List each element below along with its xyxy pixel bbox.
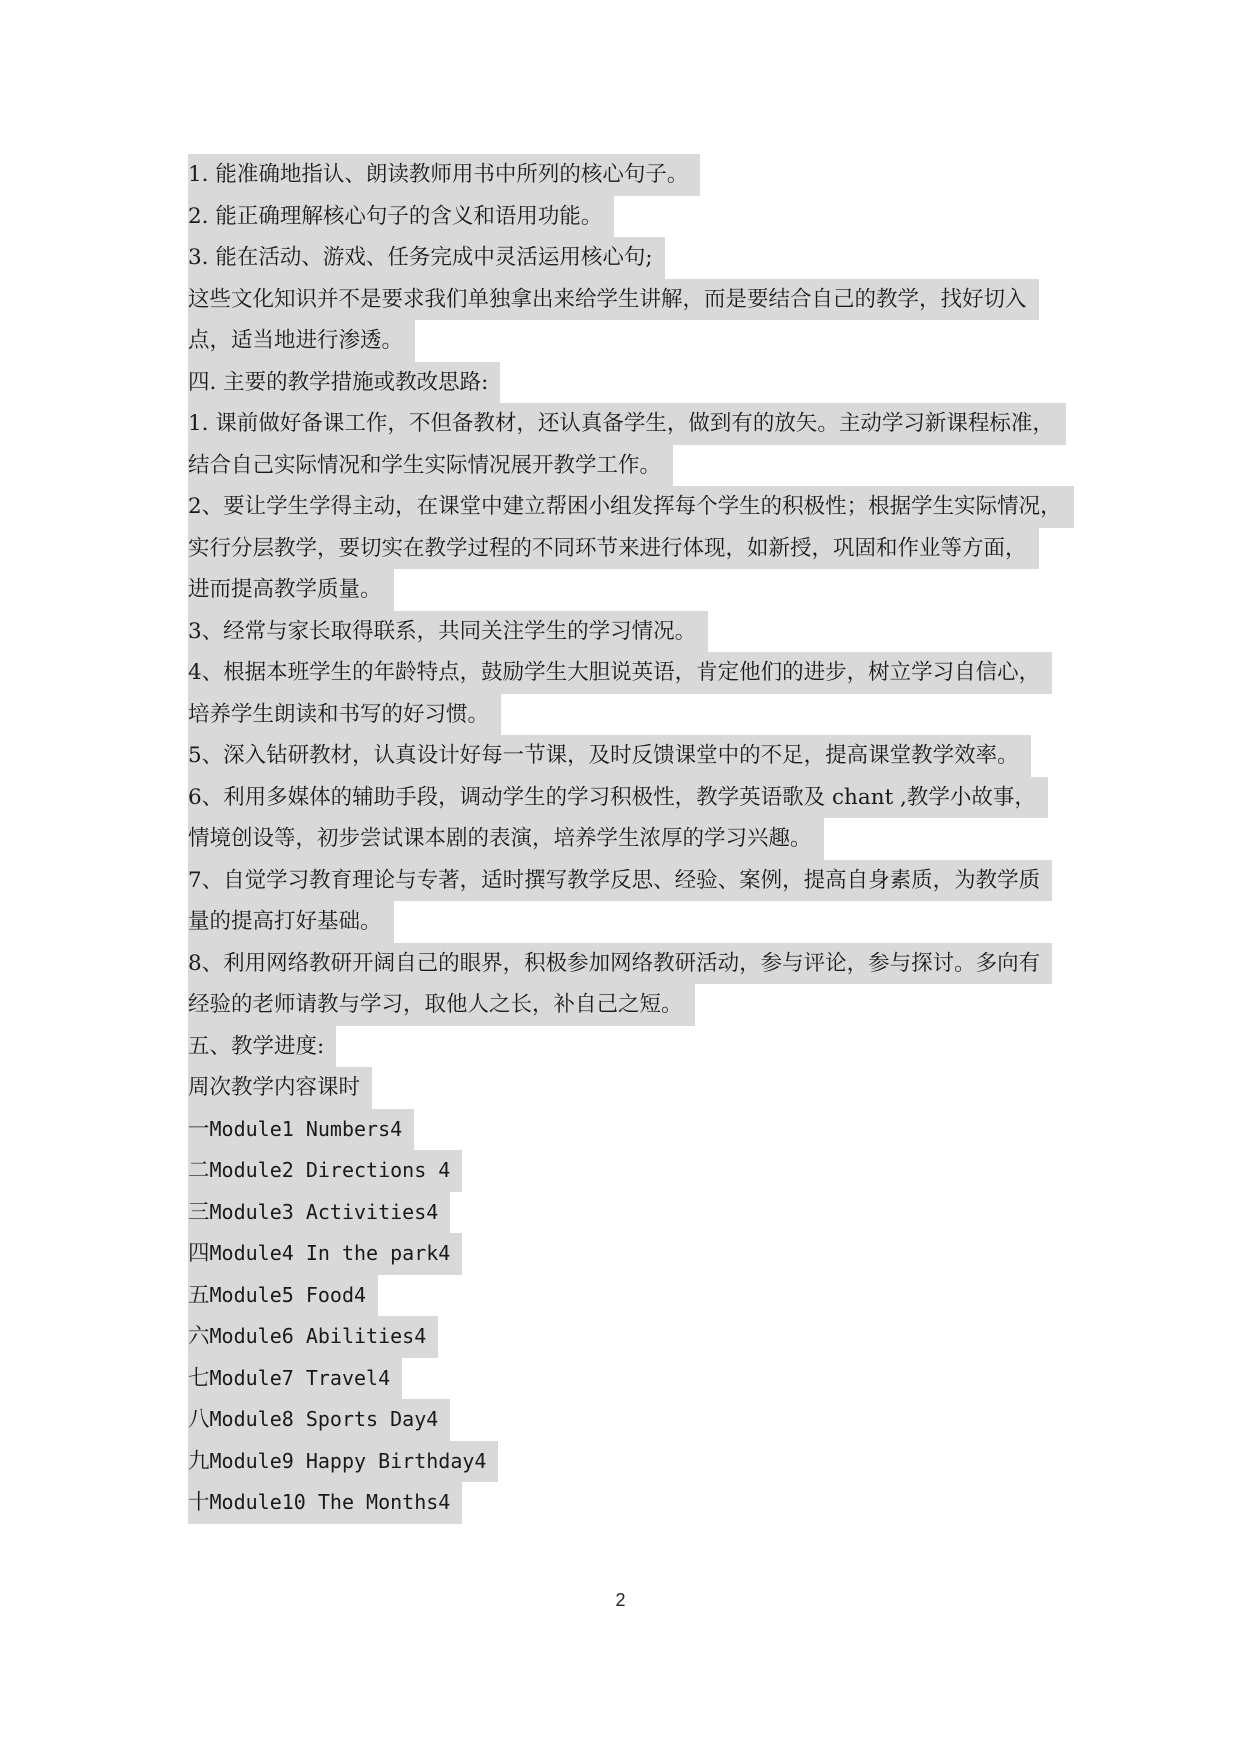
schedule-module: Module7 Travel4 [209,1365,391,1390]
line-text: 1. 能准确地指认、朗读教师用书中所列的核心句子。 [188,154,700,196]
schedule-module: Module4 In the park4 [209,1241,451,1265]
line-text: 经验的老师请教与学习，取他人之长，补自己之短。 [188,984,695,1026]
text-line [188,569,1088,611]
schedule-row-text [188,1192,450,1234]
line-text: 这些文化知识并不是要求我们单独拿出来给学生讲解，而是要结合自己的教学，找好切入 [188,279,1039,321]
text-line [188,735,1088,777]
line-text: 6、利用多媒体的辅助手段，调动学生的学习积极性，教学英语歌及 chant ,教学小故事， [188,777,1048,819]
text-line [188,694,1088,736]
heading-text: 五、教学进度: [188,1026,336,1068]
schedule-week: 五 [188,1282,210,1308]
schedule-week: 六 [188,1324,210,1349]
schedule-week: 二 [188,1158,210,1183]
schedule-week: 一 [188,1116,210,1142]
line-text: 4、根据本班学生的年龄特点，鼓励学生大胆说英语，肯定他们的进步，树立学习自信心， [188,652,1052,694]
schedule-header [188,1067,1088,1109]
line-text: 情境创设等，初步尝试课本剧的表演，培养学生浓厚的学习兴趣。 [188,818,824,860]
line-text: 8、利用网络教研开阔自己的眼界，积极参加网络教研活动，参与评论，参与探讨。多向有 [188,943,1052,985]
schedule-row-text [188,1358,402,1400]
schedule-row-text [188,1233,462,1275]
line-text: 7、自觉学习教育理论与专著，适时撰写教学反思、经验、案例，提高自身素质，为教学质 [188,860,1052,902]
schedule-module: Module5 Food4 [209,1282,367,1307]
heading-text: 四. 主要的教学措施或教改思路: [188,362,500,404]
text-line [188,486,1088,528]
schedule-module: Module1 Numbers4 [209,1116,403,1141]
schedule-row [188,1275,1088,1317]
schedule-row [188,1358,1088,1400]
line-text: 进而提高教学质量。 [188,569,394,611]
schedule-row-text [188,1150,462,1192]
text-line [188,943,1088,985]
schedule-module: Module2 Directions 4 [209,1158,451,1182]
schedule-week: 九 [188,1448,210,1474]
line-text: 培养学生朗读和书写的好习惯。 [188,694,501,736]
schedule-module: Module10 The Months4 [209,1490,451,1514]
schedule-week: 三 [188,1199,210,1225]
line-text: 3. 能在活动、游戏、任务完成中灵活运用核心句; [188,237,665,279]
schedule-week: 十 [188,1490,210,1515]
text-line [188,279,1088,321]
schedule-row [188,1150,1088,1192]
text-line [188,445,1088,487]
schedule-module: Module8 Sports Day4 [209,1407,439,1431]
text-line [188,528,1088,570]
schedule-week: 四 [188,1241,210,1266]
schedule-row-text [188,1109,414,1151]
schedule-week: 八 [188,1407,210,1432]
schedule-row-text [188,1316,438,1358]
text-line [188,984,1088,1026]
text-line [188,154,1088,196]
schedule-week: 七 [188,1365,210,1391]
section-heading [188,1026,1088,1068]
page-number: 2 [615,1590,626,1610]
text-line [188,403,1088,445]
section-heading [188,362,1088,404]
text-line [188,777,1088,819]
text-line [188,818,1088,860]
text-line [188,652,1088,694]
schedule-row [188,1482,1088,1524]
schedule-row-text [188,1275,378,1317]
document-body [188,154,1088,1524]
schedule-row [188,1316,1088,1358]
line-text: 点，适当地进行渗透。 [188,320,415,362]
schedule-row-text [188,1399,450,1441]
schedule-row [188,1399,1088,1441]
line-text: 1. 课前做好备课工作，不但备教材，还认真备学生，做到有的放矢。主动学习新课程标准， [188,403,1066,445]
text-line [188,860,1088,902]
line-text: 5、深入钻研教材，认真设计好每一节课，及时反馈课堂中的不足，提高课堂教学效率。 [188,735,1031,777]
schedule-row-text [188,1482,462,1524]
line-text: 结合自己实际情况和学生实际情况展开教学工作。 [188,445,673,487]
schedule-module: Module3 Activities4 [209,1199,439,1224]
text-line [188,196,1088,238]
schedule-row [188,1192,1088,1234]
line-text: 量的提高打好基础。 [188,901,394,943]
line-text: 2、要让学生学得主动，在课堂中建立帮困小组发挥每个学生的积极性；根据学生实际情况， [188,486,1074,528]
schedule-row [188,1233,1088,1275]
schedule-header-text: 周次教学内容课时 [188,1067,372,1109]
text-line [188,237,1088,279]
text-line [188,901,1088,943]
schedule-module: Module6 Abilities4 [209,1324,427,1348]
schedule-row [188,1109,1088,1151]
schedule-module: Module9 Happy Birthday4 [209,1448,487,1473]
schedule-row-text [188,1441,498,1483]
schedule-row [188,1441,1088,1483]
text-line [188,611,1088,653]
text-line [188,320,1088,362]
line-text: 实行分层教学，要切实在教学过程的不同环节来进行体现，如新授，巩固和作业等方面， [188,528,1039,570]
line-text: 3、经常与家长取得联系，共同关注学生的学习情况。 [188,611,708,653]
line-text: 2. 能正确理解核心句子的含义和语用功能。 [188,196,614,238]
